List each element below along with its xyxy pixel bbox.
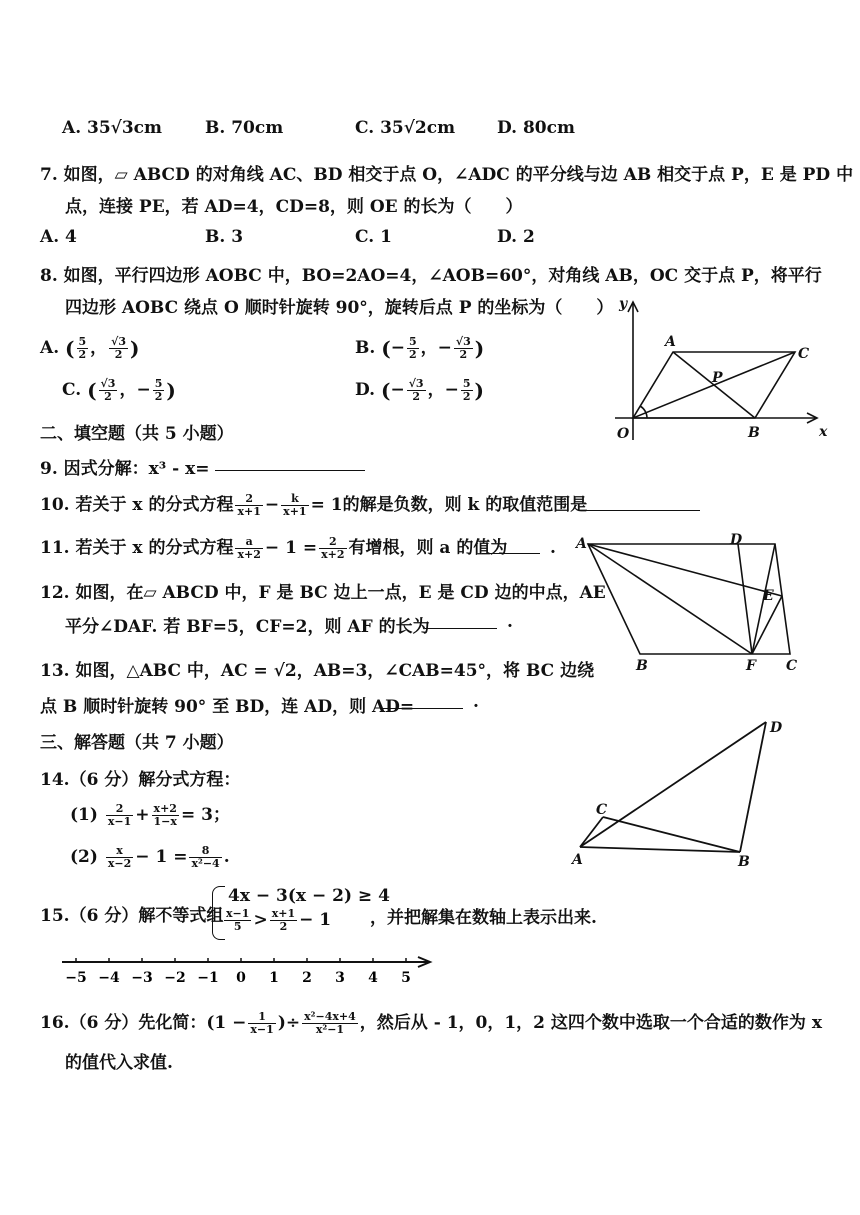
q8-line2: 四边形 AOBC 绕点 O 顺时针旋转 90°，旋转后点 P 的坐标为（ ） [65, 298, 614, 318]
label-b: B [636, 658, 648, 673]
figure-parallelogram-aobc [595, 290, 830, 450]
label-d: D [730, 532, 743, 548]
segment-fe [752, 596, 782, 654]
q7-option-c: C. 1 [355, 227, 392, 247]
q13-answer-blank[interactable] [383, 708, 463, 709]
figure-parallelogram-abcd [570, 528, 810, 673]
q8-option-b: B. (− $\frac{5}{2}$ ，− $\frac{√3}{2}$ ) [355, 335, 485, 361]
q8-line1: 8. 如图，平行四边形 AOBC 中，BO=2AO=4，∠AOB=60°，对角线 AB，OC 交于点 P，将平行 [40, 266, 822, 286]
label-p: P [712, 370, 723, 386]
label-x: x [819, 424, 828, 440]
label-o: O [617, 426, 630, 442]
segment-ad [580, 722, 766, 847]
q7-line1: 7. 如图，▱ ABCD 的对角线 AC、BD 相交于点 O，∠ADC 的平分线与边 AB 相交于点 P，E 是 PD 中 [40, 165, 854, 185]
label-b: B [738, 854, 750, 870]
q15-pre: 15.（6 分）解不等式组 [40, 906, 224, 926]
q11-answer-blank[interactable] [482, 553, 540, 554]
label-a: A [576, 536, 587, 552]
number-line-tick-label: −1 [197, 970, 219, 986]
label-c: C [798, 346, 810, 362]
segment-ae [588, 544, 782, 596]
q7-option-d: D. 2 [497, 227, 535, 247]
q15-ineq1: 4x − 3(x − 2) ≥ 4 [228, 886, 390, 906]
label-f: F [746, 658, 756, 673]
label-y: y [619, 296, 628, 312]
q7-option-b: B. 3 [205, 227, 244, 247]
label-d: D [770, 720, 783, 736]
q12-answer-blank[interactable] [425, 628, 497, 629]
label-a: A [572, 852, 583, 868]
segment-extra [738, 544, 752, 654]
number-line-tick-label: −2 [164, 970, 186, 986]
q10-text: 10. 若关于 x 的分式方程 $\frac{2}{x+1}$ − $\frac{k}{x+1}$ = 1的解是负数，则 k 的取值范围是 [40, 492, 588, 518]
segment-cb [603, 817, 740, 852]
q14-part2: (2) $\frac{x}{x-2}$ − 1 = $\frac{8}{\text{x²−4}}$ . [70, 844, 230, 870]
q7-option-a: A. 4 [40, 227, 77, 247]
q12-period: . [507, 612, 513, 632]
segment-af [588, 544, 752, 654]
label-a: A [665, 334, 676, 350]
q8-option-c: C. ( $\frac{√3}{2}$ ，− $\frac{5}{2}$ ) [62, 377, 176, 403]
number-line-tick-label: 5 [401, 970, 411, 986]
q6-option-a: A. 35√3cm [62, 118, 163, 138]
q13-period: . [473, 692, 479, 712]
number-line-tick-label: 0 [236, 970, 246, 986]
label-e: E [763, 588, 774, 604]
q11-text: 11. 若关于 x 的分式方程 $\frac{a}{x+2}$ − 1 = $\frac{2}{x+2}$ 有增根，则 a 的值为 [40, 535, 508, 561]
segment-bd [740, 722, 766, 852]
q14-part1: (1) $\frac{2}{x-1}$ + $\frac{x+2}{1-x}$ = 3； [70, 802, 230, 828]
q13-line1: 13. 如图，△ABC 中，AC = √2，AB=3，∠CAB=45°，将 BC 边绕 [40, 661, 595, 681]
q8-option-d: D. (− $\frac{√3}{2}$ ，− $\frac{5}{2}$ ) [355, 377, 484, 403]
q16-line1: 16.（6 分）先化简：(1 − $\frac{1}{x-1}$ )÷ $\frac{\text{x²−4x+4}}{\text{x²−1}}$ ，然后从 - 1，0，1，2 这四个数中选取一个合适的数作为 x [40, 1010, 822, 1036]
q13-line2: 点 B 顺时针旋转 90° 至 BD，连 AD，则 AD= [40, 697, 415, 717]
q14-title: 14.（6 分）解分式方程： [40, 770, 241, 790]
q9-text: 9. 因式分解：x³ - x= [40, 459, 210, 479]
q12-line1: 12. 如图，在▱ ABCD 中，F 是 BC 边上一点，E 是 CD 边的中点，AE [40, 583, 606, 603]
figure-triangle-abd [568, 712, 798, 872]
q16-line2: 的值代入求值. [65, 1053, 173, 1073]
q6-option-b: B. 70cm [205, 118, 284, 138]
q15-post: ，并把解集在数轴上表示出来. [370, 908, 597, 928]
section3-title: 三、解答题（共 7 小题） [40, 733, 234, 753]
q15-ineq2: $\frac{x-1}{5}$ > $\frac{x+1}{2}$ − 1 [226, 907, 332, 933]
number-line-tick-label: −5 [65, 970, 87, 986]
number-line [60, 950, 440, 990]
q9-answer-blank[interactable] [215, 470, 365, 471]
number-line-tick-label: 3 [335, 970, 345, 986]
segment-ab [580, 847, 740, 852]
q7-line2: 点，连接 PE，若 AD=4，CD=8，则 OE 的长为（ ） [65, 197, 523, 217]
segment-ac [580, 817, 603, 847]
number-line-tick-label: 2 [302, 970, 312, 986]
number-line-tick-label: 1 [269, 970, 279, 986]
q10-answer-blank[interactable] [580, 510, 700, 511]
label-c: C [596, 802, 608, 818]
q6-option-d: D. 80cm [497, 118, 575, 138]
number-line-tick-label: 4 [368, 970, 378, 986]
section2-title: 二、填空题（共 5 小题） [40, 424, 234, 444]
q6-option-c: C. 35√2cm [355, 118, 456, 138]
q8-option-a: A. ( $\frac{5}{2}$ ， $\frac{√3}{2}$ ) [40, 335, 140, 361]
number-line-tick-label: −4 [98, 970, 120, 986]
q11-period: . [550, 538, 556, 558]
number-line-tick-label: −3 [131, 970, 153, 986]
angle-aob-arc [640, 406, 647, 418]
label-b: B [748, 425, 760, 441]
label-c: C [786, 658, 798, 673]
q12-line2: 平分∠DAF. 若 BF=5，CF=2，则 AF 的长为 [65, 617, 430, 637]
